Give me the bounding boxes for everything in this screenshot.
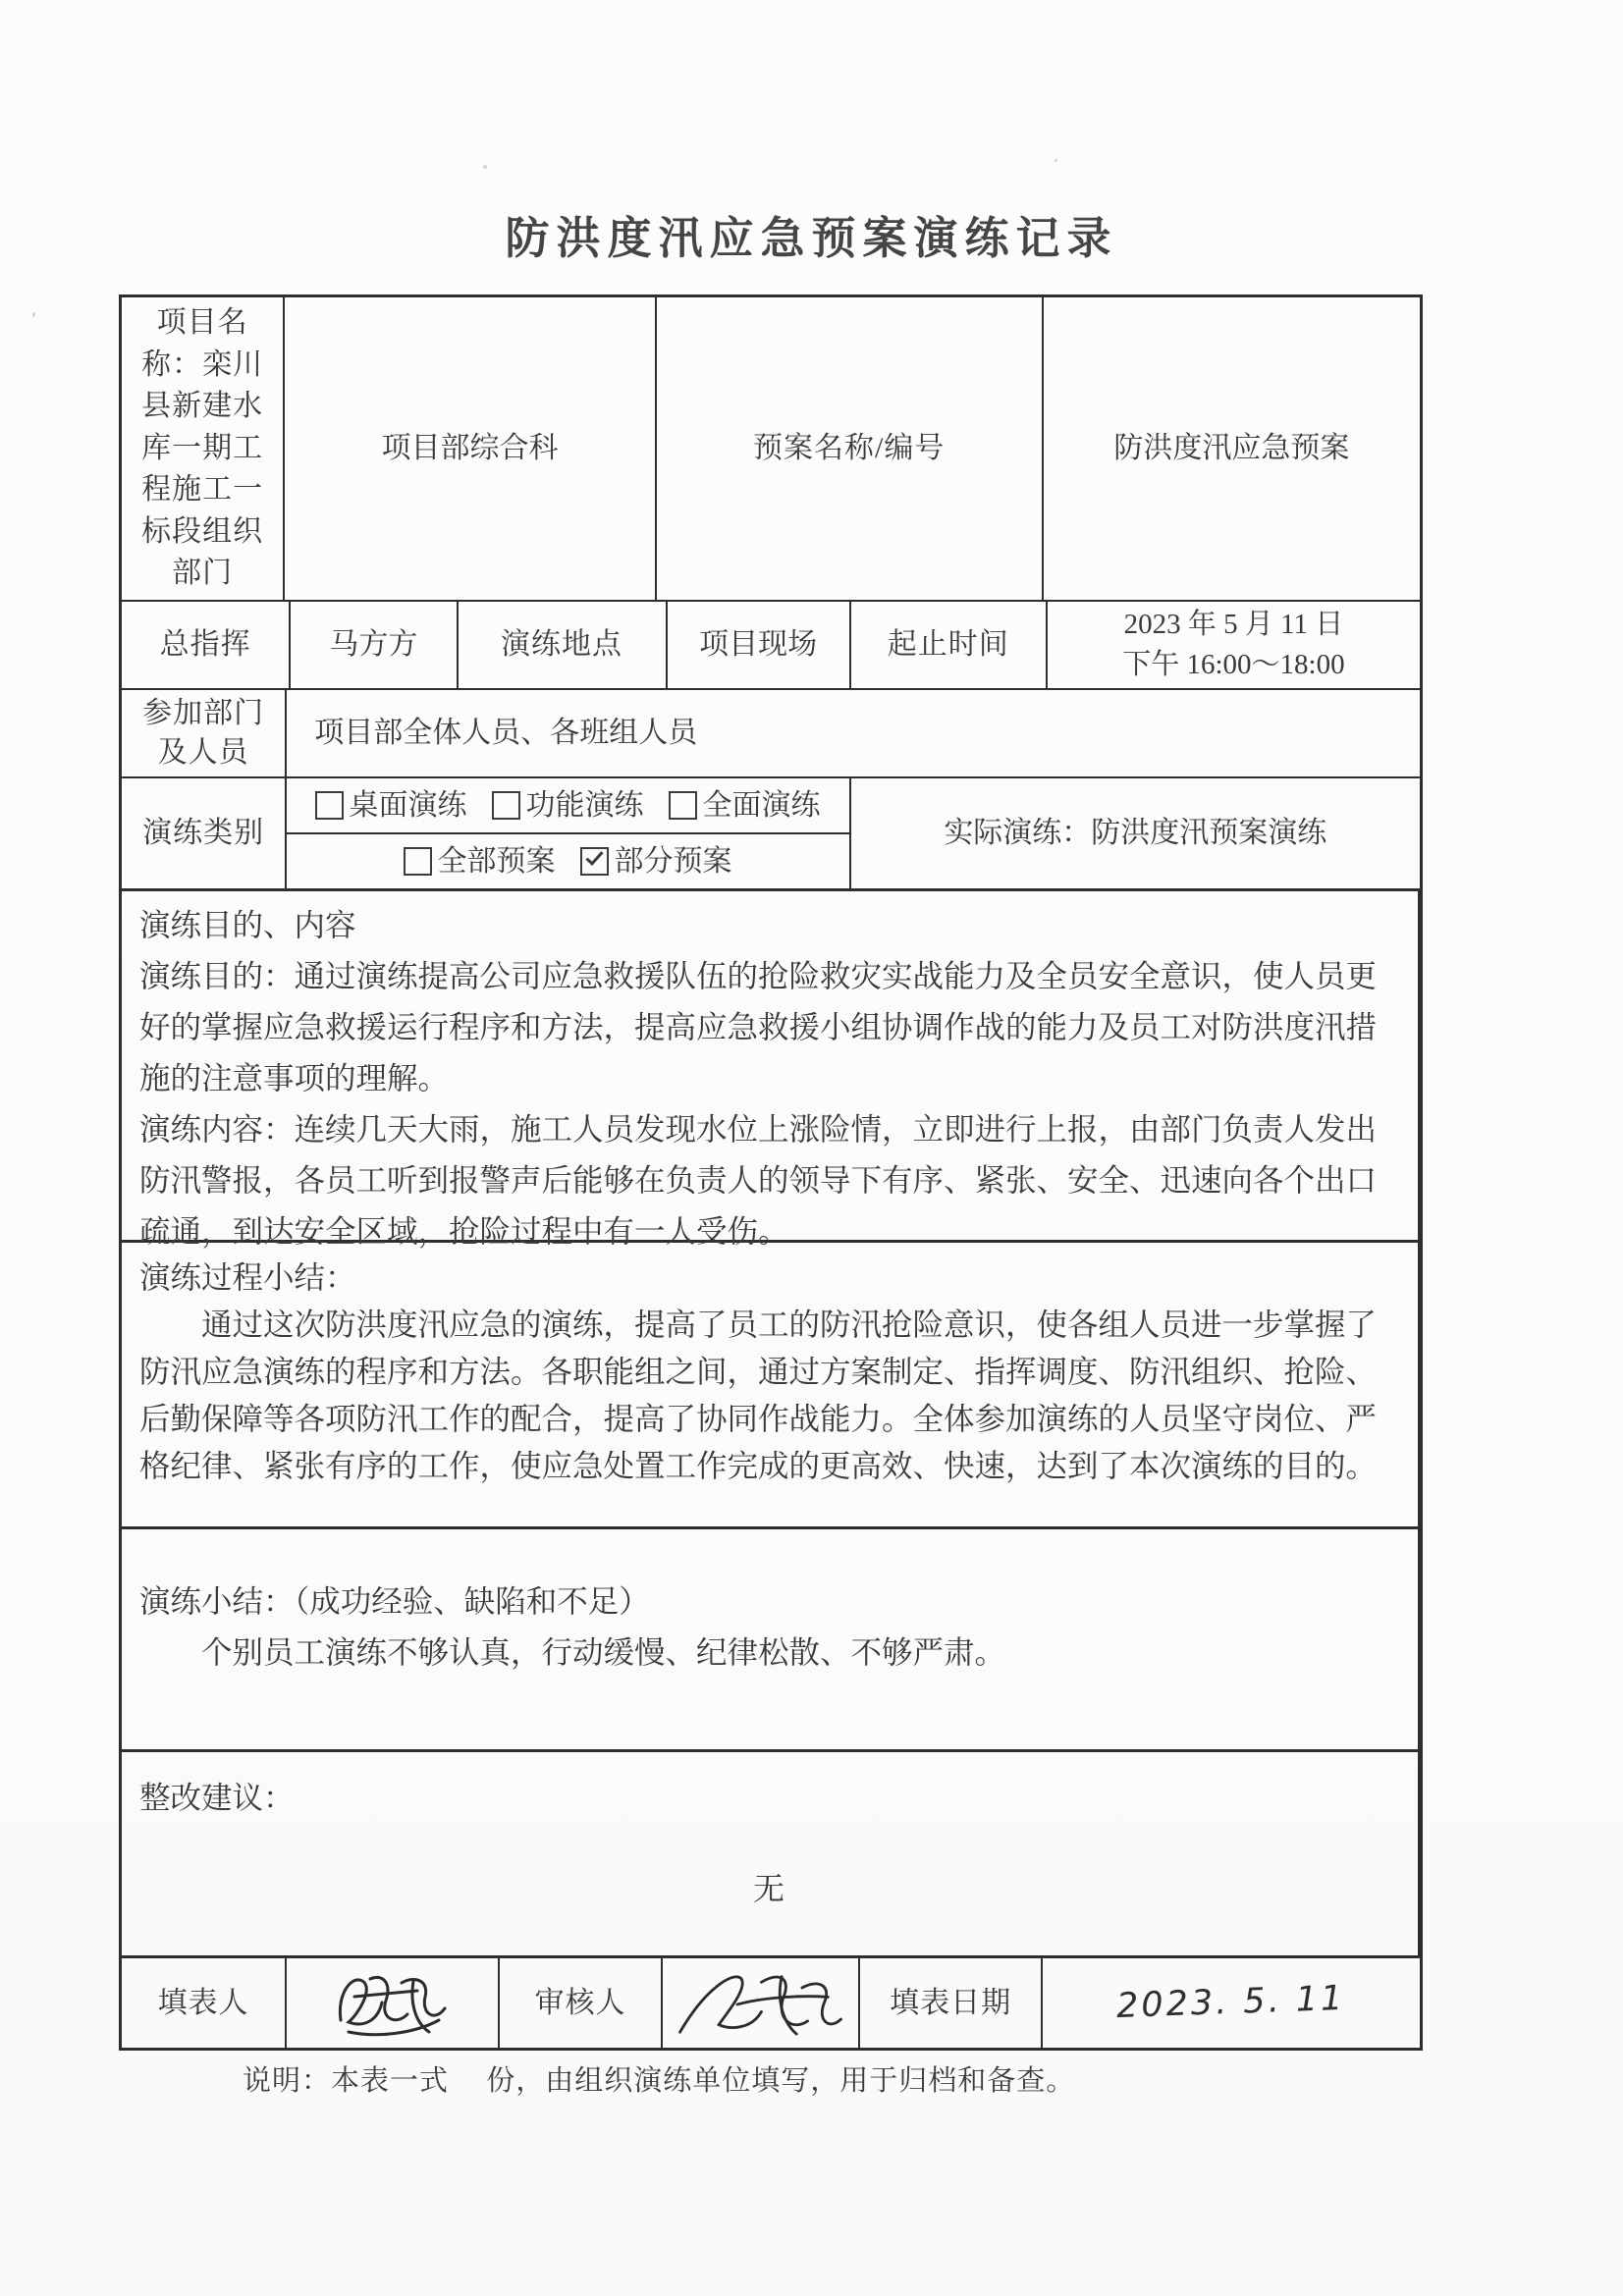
rectification-heading: 整改建议：	[139, 1781, 295, 1815]
checkbox-option-full-scale	[669, 784, 820, 828]
checkbox-option-all-plans	[404, 840, 555, 883]
rectification-value: 无	[752, 1871, 784, 1906]
handwritten-date: 2023. 5. 11	[1115, 1979, 1347, 2027]
drill-type-label: 演练类别	[122, 778, 287, 888]
row-participants	[122, 690, 1420, 778]
preparer-signature	[319, 1963, 466, 2044]
row-process-summary	[122, 1243, 1420, 1529]
participants-value: 项目部全体人员、各班组人员	[314, 717, 698, 750]
time-range-line: 下午 16:00～18:00	[1122, 649, 1345, 680]
checkbox-icon	[315, 791, 344, 820]
check-icon	[586, 847, 604, 866]
commander-label: 总指挥	[122, 602, 291, 688]
checkbox-label: 桌面演练	[349, 788, 467, 822]
plan-name-label-cell: 预案名称/编号	[657, 297, 1044, 600]
footer-note: 说明：本表一式 份，由组织演练单位填写，用于归档和备查。	[243, 2065, 1076, 2097]
time-date-line: 2023 年 5 月 11 日	[1123, 609, 1344, 641]
drill-summary-heading: 演练小结：（成功经验、缺陷和不足）	[139, 1584, 650, 1619]
checkbox-label: 功能演练	[525, 788, 644, 822]
time-value	[1048, 602, 1420, 688]
preparer-signature-cell	[287, 1958, 500, 2048]
preparer-label: 填表人	[122, 1958, 287, 2048]
checkbox-checked-icon	[580, 847, 609, 876]
plan-name-value-cell: 防洪度汛应急预案	[1113, 432, 1350, 465]
process-summary-heading: 演练过程小结：	[139, 1260, 356, 1295]
drill-summary-text: 个别员工演练不够认真，行动缓慢、纪律松散、不够严肃。	[201, 1635, 1006, 1670]
location-label: 演练地点	[459, 602, 668, 688]
scan-speck	[1055, 159, 1057, 162]
row-drill-summary	[122, 1529, 1420, 1752]
reviewer-label: 审核人	[500, 1958, 663, 2048]
location-value: 项目现场	[668, 602, 851, 688]
checkbox-icon	[669, 791, 697, 820]
scan-speck	[32, 312, 35, 317]
row-rectification	[122, 1752, 1420, 1958]
drill-type-options-row2	[287, 834, 848, 888]
time-label: 起止时间	[851, 602, 1048, 688]
purpose-text: 演练目的：通过演练提高公司应急救援队伍的抢险救灾实战能力及全员安全意识，使人员更好的掌握应急救援运行程序和方法，提高应急救援小组协调作战的能力及员工对防洪度汛措施的注意事项的理解。	[139, 959, 1378, 1095]
scan-speck	[483, 165, 487, 169]
drill-type-options-row1	[287, 778, 848, 834]
row-project-info	[122, 297, 1420, 602]
checkbox-label: 部分预案	[614, 844, 732, 878]
row-commander-time	[122, 602, 1420, 690]
date-label: 填表日期	[860, 1958, 1043, 2048]
page-title: 防洪度汛应急预案演练记录	[505, 214, 1118, 263]
process-summary-text: 通过这次防洪度汛应急的演练，提高了员工的防汛抢险意识，使各组人员进一步掌握了防汛应急演练的程序和方法。各职能组之间，通过方案制定、指挥调度、防汛组织、抢险、后勤保障等各项防汛工作的配合，提高了协同作战能力。全体参加演练的人员坚守岗位、严格纪律、紧张有序的工作，使应急处置工作完成的更高效、快速，达到了本次演练的目的。	[139, 1308, 1378, 1483]
drill-summary-cell	[122, 1529, 1420, 1749]
rectification-cell	[122, 1752, 1420, 1955]
checkbox-option-desktop	[315, 784, 466, 828]
commander-value: 马方方	[291, 602, 458, 688]
process-summary-cell	[122, 1243, 1420, 1526]
reviewer-signature	[673, 1961, 848, 2046]
checkbox-label: 全部预案	[437, 844, 556, 878]
content-text: 演练内容：连续几天大雨，施工人员发现水位上涨险情，立即进行上报，由部门负责人发出防汛警报，各员工听到报警声后能够在负责人的领导下有序、紧张、安全、迅速向各个出口疏通，到达安全区域，抢险过程中有一人受伤。	[139, 1112, 1378, 1249]
drill-type-options-cell	[287, 778, 850, 888]
drill-record-table	[119, 294, 1423, 2051]
purpose-heading: 演练目的、内容	[139, 908, 356, 942]
participants-label: 参加部门及人员	[122, 690, 287, 776]
date-value-cell	[1043, 1958, 1420, 2048]
checkbox-icon	[404, 847, 432, 876]
row-purpose-content	[122, 891, 1420, 1249]
purpose-content-cell	[122, 891, 1420, 1249]
row-signatures	[122, 1958, 1420, 2048]
checkbox-label: 全面演练	[702, 788, 821, 822]
reviewer-signature-cell	[663, 1958, 860, 2048]
checkbox-option-partial-plan	[580, 840, 731, 883]
project-name-cell: 项目名称：栾川县新建水库一期工程施工一标段组织部门	[122, 297, 285, 600]
checkbox-option-functional	[492, 784, 643, 828]
checkbox-icon	[492, 791, 520, 820]
actual-drill-cell: 实际演练：防洪度汛预案演练	[944, 817, 1327, 850]
row-drill-type	[122, 778, 1420, 891]
organizing-dept-cell: 项目部综合科	[285, 297, 656, 600]
